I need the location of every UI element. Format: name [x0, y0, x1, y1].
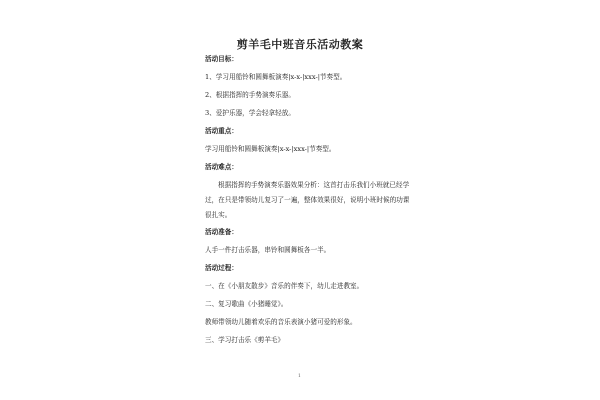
difficulty-text-line-3: 很扎实。	[205, 211, 232, 219]
goal-item-1: 1、学习用船铃和圆舞板演奏|x-x-|xxx-|节奏型。	[205, 73, 347, 81]
process-step-2: 二、复习歌曲《小猪睡觉》。	[205, 300, 288, 308]
page-number: 1	[298, 374, 301, 379]
key-heading: 活动重点：	[205, 127, 238, 135]
goals-heading: 活动目标：	[205, 55, 238, 63]
goal-item-3: 3、爱护乐器，学会轻拿轻放。	[205, 109, 295, 117]
process-step-1: 一、在《小朋友散步》音乐的伴奏下，幼儿走进教室。	[205, 282, 364, 290]
process-step-4: 三、学习打击乐《剪羊毛》	[205, 336, 285, 344]
key-text: 学习用船铃和圆舞板演奏|x-x-|xxx-|节奏型。	[205, 145, 336, 153]
difficulty-text-line-1: 根据指挥的手势演奏乐器效果分析：这首打击乐我们小班就已经学	[218, 181, 410, 189]
difficulty-text-line-2: 过，在只是带领幼儿复习了一遍，整体效果很好，说明小班时候的功课	[205, 196, 410, 204]
document-title: 剪羊毛中班音乐活动教案	[236, 38, 364, 51]
process-heading: 活动过程：	[205, 264, 238, 272]
process-step-3: 教师带领幼儿随着欢乐的音乐表演小猪可爱的形象。	[205, 318, 357, 326]
goal-item-2: 2、根据指挥的手势演奏乐器。	[205, 91, 295, 99]
prep-heading: 活动准备：	[205, 228, 238, 236]
prep-text: 人手一件打击乐器，串铃和圆舞板各一半。	[205, 246, 331, 254]
difficulty-heading: 活动难点：	[205, 163, 238, 171]
